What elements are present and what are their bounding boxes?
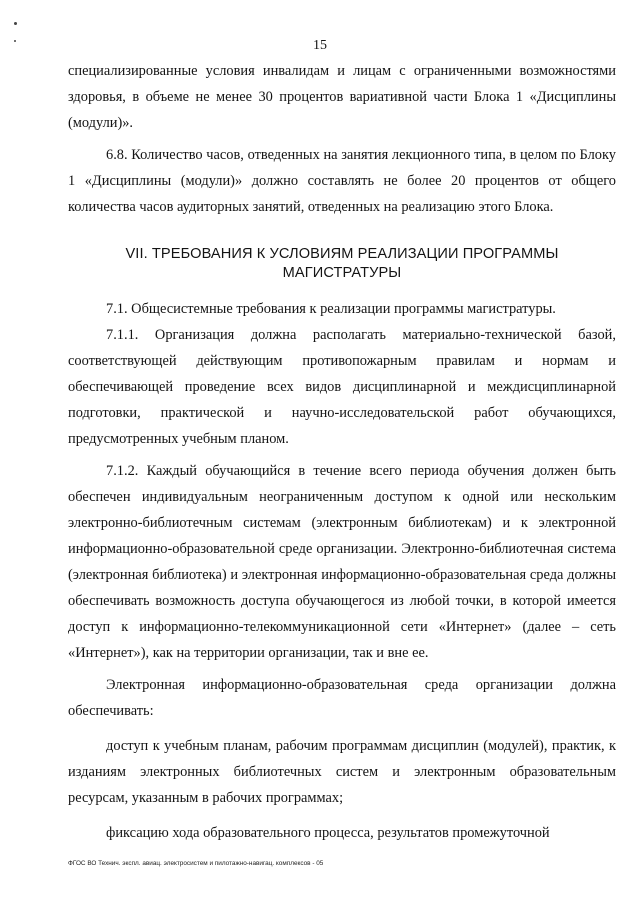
page-number: 15 — [313, 38, 327, 53]
paragraph-7-1: 7.1. Общесистемные требования к реализации программы магистратуры. — [106, 301, 556, 317]
paragraph-access: доступ к учебным планам, рабочим программам дисциплин (модулей), практик, к изданиям электронных библиотечных систем и электронным образовательным ресурсам, указанным в рабочих программах; — [68, 738, 616, 806]
scan-speck — [14, 22, 17, 25]
paragraph-6-8: 6.8. Количество часов, отведенных на занятия лекционного типа, в целом по Блоку 1 «Дисциплины (модули)» должно составлять не более 20 процентов от общего количества часов аудиторных занятий, отведенных на реализацию этого Блока. — [68, 147, 616, 215]
paragraph-fixation: фиксацию хода образовательного процесса, результатов промежуточной — [106, 825, 550, 841]
document-footer: ФГОС ВО Технич. экспл. авиац. электросистем и пилотажно-навигац. комплексов - 05 — [68, 860, 324, 867]
paragraph-continuation: специализированные условия инвалидам и лицам с ограниченными возможностями здоровья, в объеме не менее 30 процентов вариативной части Блока 1 «Дисциплины (модули)». — [68, 63, 616, 131]
section-heading-line-1: VII. ТРЕБОВАНИЯ К УСЛОВИЯМ РЕАЛИЗАЦИИ ПРОГРАММЫ — [125, 246, 559, 262]
paragraph-7-1-2: 7.1.2. Каждый обучающийся в течение всего периода обучения должен быть обеспечен индивидуальным неограниченным доступом к одной или нескольким электронно-библиотечным системам (электронным библиотекам) и к электронной информационно-образовательной среде организации. Электронно-библиотечная система (электронная библиотека) и электронная информационно-образовательная среда должны обеспечивать возможность доступа обучающегося из любой точки, в которой имеется доступ к информационно-телекоммуникационной сети «Интернет» (далее – сеть «Интернет»), как на территории организации, так и вне ее. — [68, 463, 616, 661]
paragraph-7-1-1: 7.1.1. Организация должна располагать материально-технической базой, соответствующей действующим противопожарным правилам и нормам и обеспечивающей проведение всех видов дисциплинарной и междисциплинарной подготовки, практической и научно-исследовательской работ обучающихся, предусмотренных учебным планом. — [68, 327, 616, 447]
section-heading — [68, 245, 616, 283]
section-heading-line-2: МАГИСТРАТУРЫ — [282, 265, 402, 281]
document-body — [68, 58, 616, 846]
paragraph-environment: Электронная информационно-образовательная среда организации должна обеспечивать: — [68, 677, 616, 719]
